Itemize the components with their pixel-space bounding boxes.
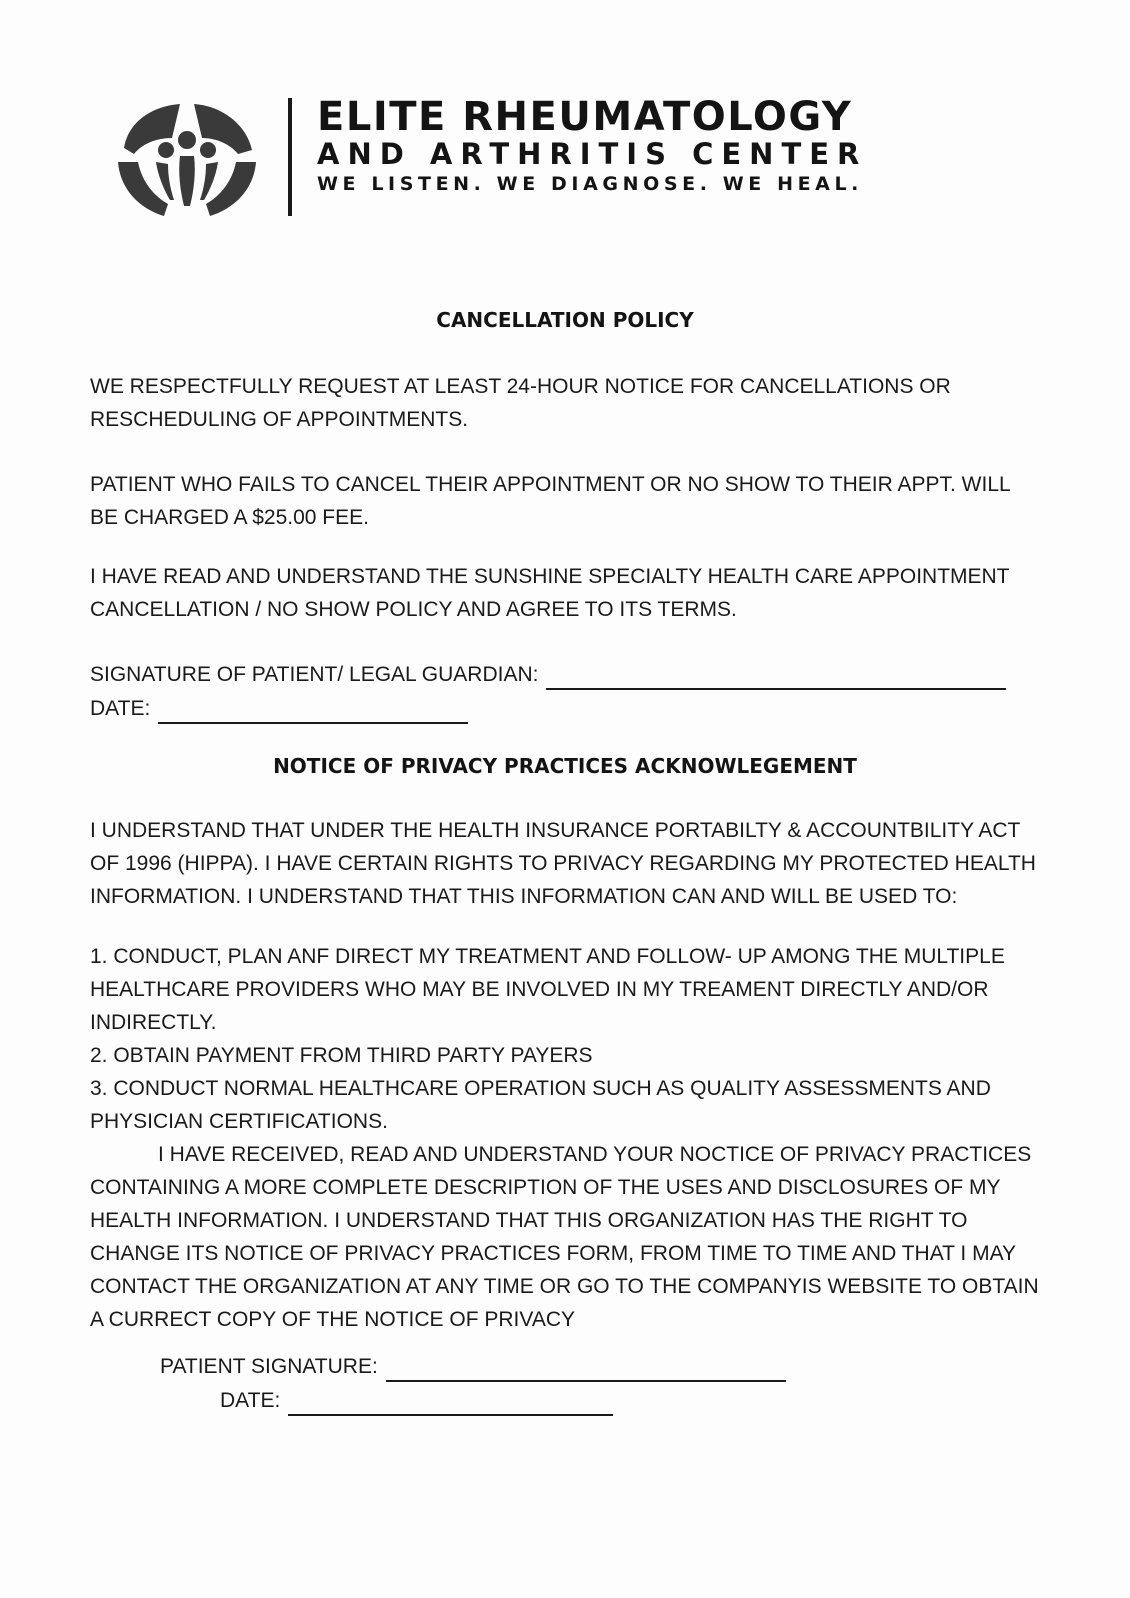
cancellation-signature-row: [90, 660, 1006, 690]
cancellation-signature-label: SIGNATURE OF PATIENT/ LEGAL GUARDIAN:: [90, 663, 539, 686]
brand-tagline: WE LISTEN. WE DIAGNOSE. WE HEAL.: [317, 173, 863, 195]
cancellation-signature-field[interactable]: [546, 666, 1006, 690]
privacy-uses-list: [90, 940, 1040, 1336]
privacy-signature-label: PATIENT SIGNATURE:: [160, 1355, 378, 1378]
privacy-use-item-1: 1. CONDUCT, PLAN ANF DIRECT MY TREATMENT AND FOLLOW- UP AMONG THE MULTIPLE HEALTHCARE PROVIDERS WHO MAY BE INVOLVED IN MY TREAMENT DIRECTLY AND/OR INDIRECTLY.: [90, 945, 1005, 1034]
cancellation-agreement-text: I HAVE READ AND UNDERSTAND THE SUNSHINE SPECIALTY HEALTH CARE APPOINTMENT CANCELLATION / NO SHOW POLICY AND AGREE TO ITS TERMS.: [90, 565, 1010, 621]
cancellation-date-label: DATE:: [90, 697, 151, 720]
brand-block: [317, 96, 997, 198]
privacy-signature-row: [160, 1352, 786, 1382]
brand-name: ELITE RHEUMATOLOGY: [317, 94, 853, 140]
privacy-signature-field[interactable]: [386, 1358, 786, 1382]
privacy-use-item-3: 3. CONDUCT NORMAL HEALTHCARE OPERATION SUCH AS QUALITY ASSESSMENTS AND PHYSICIAN CERTIFICATIONS.: [90, 1077, 991, 1133]
cancellation-policy-title: CANCELLATION POLICY: [436, 308, 694, 332]
privacy-use-item-2: 2. OBTAIN PAYMENT FROM THIRD PARTY PAYERS: [90, 1044, 593, 1067]
cancellation-fee-text: PATIENT WHO FAILS TO CANCEL THEIR APPOINTMENT OR NO SHOW TO THEIR APPT. WILL BE CHARGED A $25.00 FEE.: [90, 473, 1010, 529]
privacy-notice-title: NOTICE OF PRIVACY PRACTICES ACKNOWLEGEMENT: [273, 754, 857, 778]
header-divider: [288, 98, 292, 216]
privacy-intro-text: I UNDERSTAND THAT UNDER THE HEALTH INSURANCE PORTABILTY & ACCOUNTBILITY ACT OF 1996 (HIPPA). I HAVE CERTAIN RIGHTS TO PRIVACY REGARDING MY PROTECTED HEALTH INFORMATION. I UNDERSTAND THAT THIS INFORMATION CAN AND WILL BE USED TO:: [90, 819, 1036, 908]
cancellation-notice-text: WE RESPECTFULLY REQUEST AT LEAST 24-HOUR NOTICE FOR CANCELLATIONS OR RESCHEDULING OF APPOINTMENTS.: [90, 375, 951, 431]
cancellation-fee-paragraph: [90, 468, 1040, 534]
cancellation-date-row: [90, 694, 468, 724]
cancellation-notice-paragraph: [90, 370, 1040, 436]
cancellation-agreement-paragraph: [90, 560, 1040, 626]
privacy-acknowledgement-text: I HAVE RECEIVED, READ AND UNDERSTAND YOUR NOCTICE OF PRIVACY PRACTICES CONTAINING A MORE COMPLETE DESCRIPTION OF THE USES AND DISCLOSURES OF MY HEALTH INFORMATION. I UNDERSTAND THAT THIS ORGANIZATION HAS THE RIGHT TO CHANGE ITS NOTICE OF PRIVACY PRACTICES FORM, FROM TIME TO TIME AND THAT I MAY CONTACT THE ORGANIZATION AT ANY TIME OR GO TO THE COMPANYIS WEBSITE TO OBTAIN A CURRECT COPY OF THE NOTICE OF PRIVACY: [90, 1143, 1039, 1331]
privacy-intro-paragraph: [90, 814, 1040, 913]
privacy-date-row: [220, 1386, 613, 1416]
people-circle-logo-icon: [112, 100, 262, 218]
letterhead: [112, 96, 992, 226]
privacy-date-label: DATE:: [220, 1389, 281, 1412]
cancellation-date-field[interactable]: [158, 700, 468, 724]
brand-subtitle: AND ARTHRITIS CENTER: [317, 137, 868, 171]
privacy-date-field[interactable]: [288, 1392, 613, 1416]
